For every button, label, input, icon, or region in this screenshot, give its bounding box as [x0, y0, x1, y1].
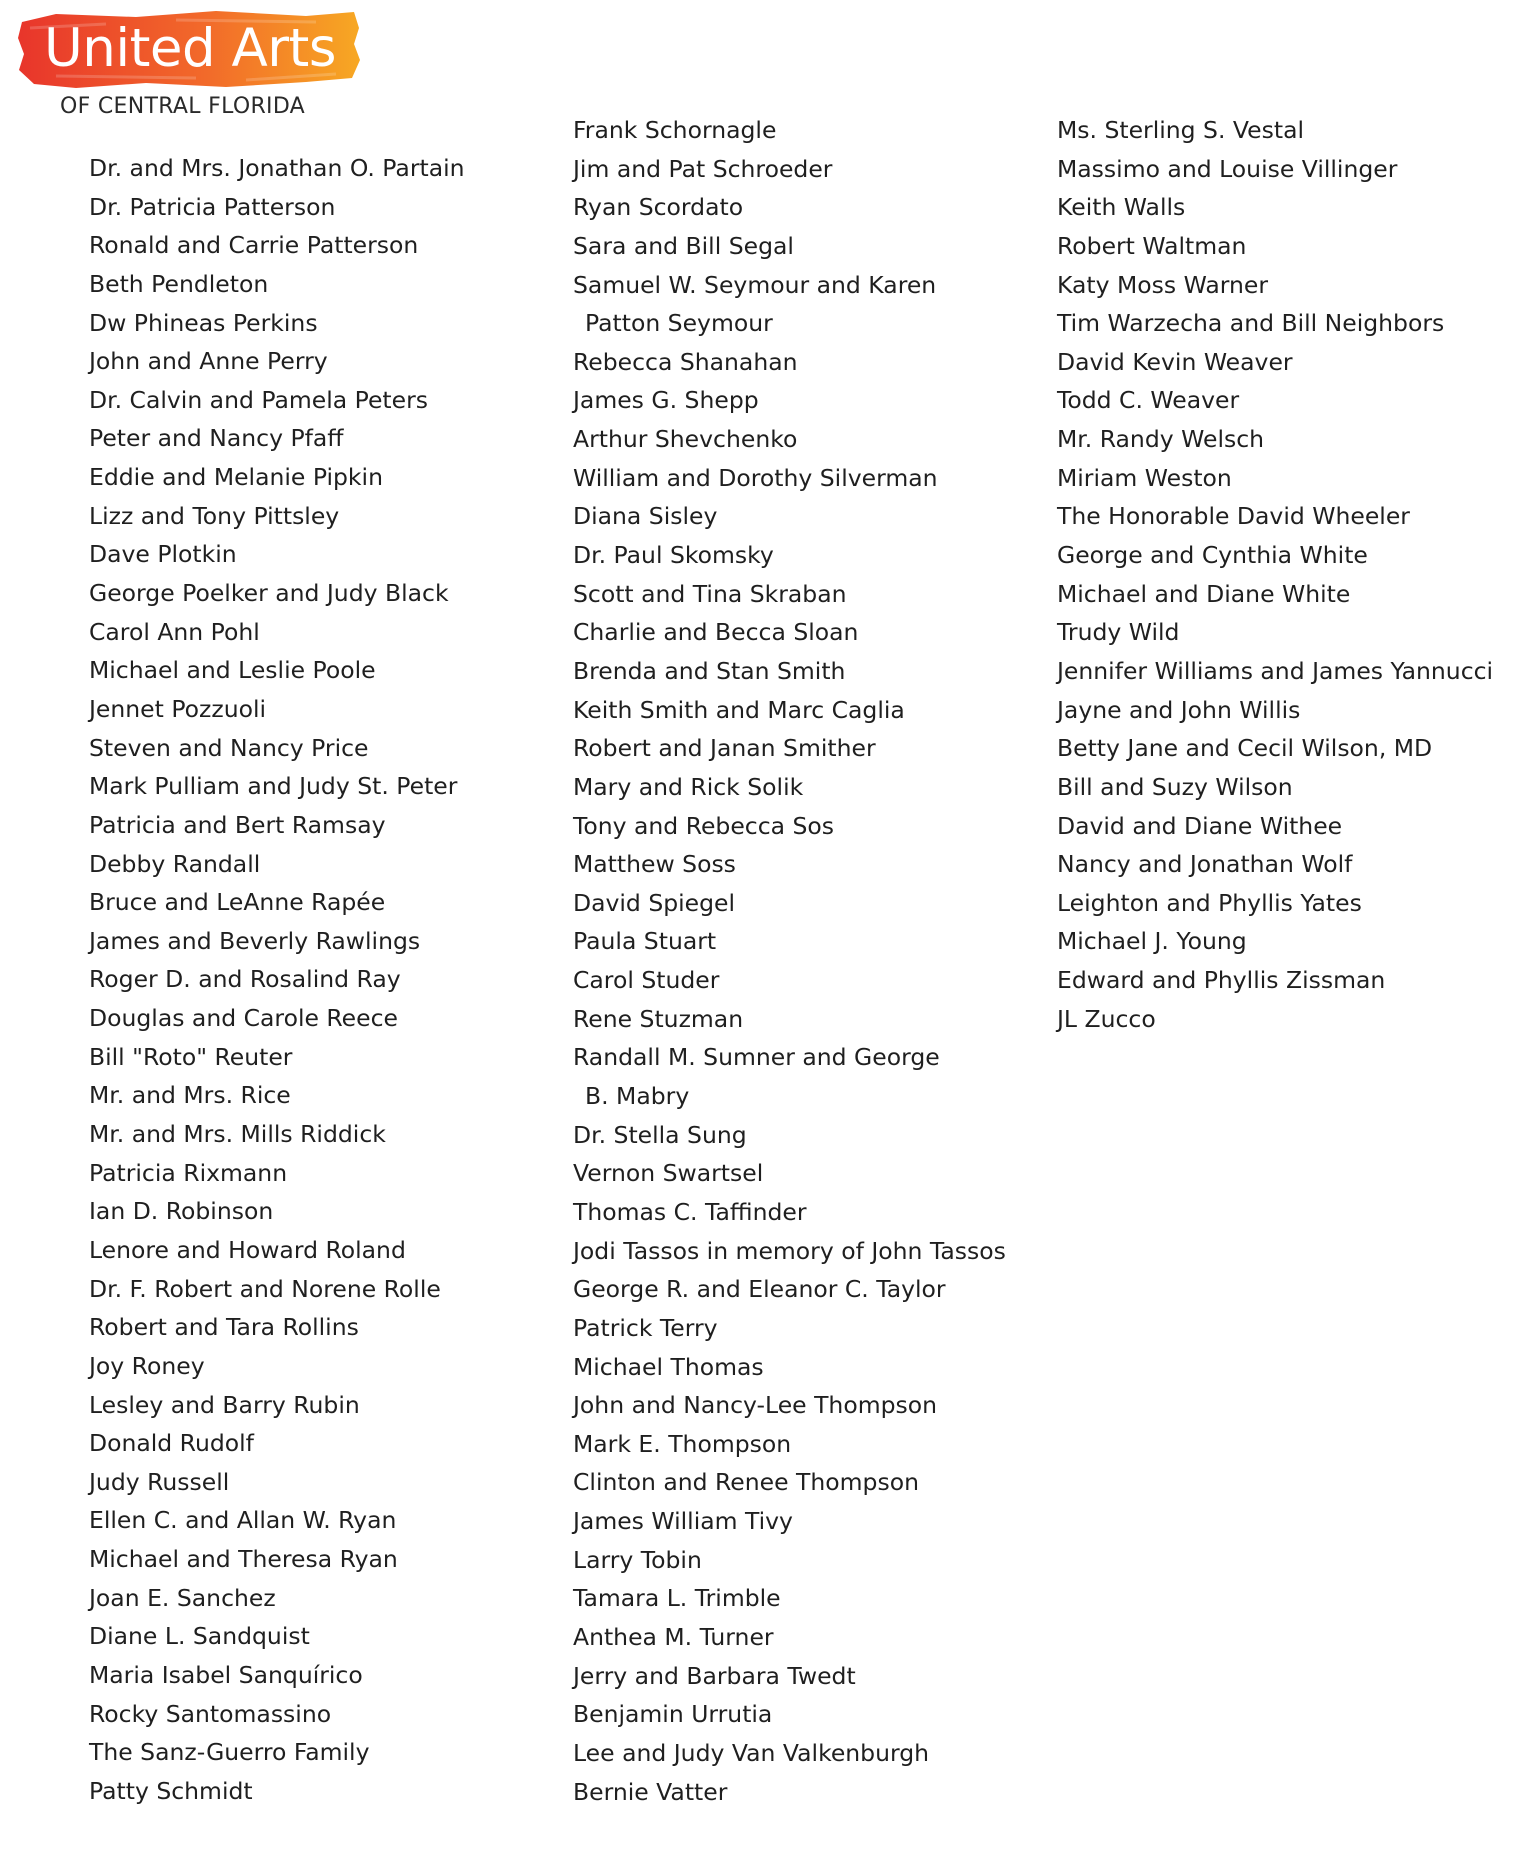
- donor-name: Edward and Phyllis Zissman: [1057, 966, 1386, 995]
- donor-name: Dr. Patricia Patterson: [89, 192, 336, 221]
- donor-name: Nancy and Jonathan Wolf: [1057, 850, 1353, 879]
- donor-name: Anthea M. Turner: [573, 1622, 774, 1651]
- donor-name: Patton Seymour: [585, 309, 773, 338]
- donor-name: Tamara L. Trimble: [573, 1584, 781, 1613]
- donor-name: Mark Pulliam and Judy St. Peter: [89, 772, 458, 801]
- donor-name: Roger D. and Rosalind Ray: [89, 965, 401, 994]
- donor-name: Robert and Tara Rollins: [89, 1313, 359, 1342]
- donor-name: David Spiegel: [573, 888, 736, 917]
- donor-list-column-2: [573, 111, 1006, 1811]
- donor-name: Michael Thomas: [573, 1352, 764, 1381]
- donor-name: Ryan Scordato: [573, 193, 744, 222]
- donor-name: John and Nancy-Lee Thompson: [573, 1391, 938, 1420]
- donor-name: Rene Stuzman: [573, 1004, 744, 1033]
- donor-name: Keith Smith and Marc Caglia: [573, 695, 905, 724]
- donor-name: The Honorable David Wheeler: [1057, 502, 1410, 531]
- donor-name: Mary and Rick Solik: [573, 772, 804, 801]
- donor-name: Steven and Nancy Price: [89, 733, 369, 762]
- donor-name: Charlie and Becca Sloan: [573, 618, 859, 647]
- donor-name: John and Anne Perry: [89, 347, 328, 376]
- donor-name: Sara and Bill Segal: [573, 231, 794, 260]
- donor-name: The Sanz-Guerro Family: [89, 1738, 370, 1767]
- donor-name: Mark E. Thompson: [573, 1429, 792, 1458]
- donor-name: Tony and Rebecca Sos: [573, 811, 835, 840]
- logo-title: United Arts: [44, 18, 336, 79]
- donor-name: Bill "Roto" Reuter: [89, 1042, 293, 1071]
- donor-name: Joy Roney: [89, 1351, 205, 1380]
- donor-name: Judy Russell: [89, 1467, 230, 1496]
- donor-name: George and Cynthia White: [1057, 541, 1368, 570]
- donor-name: Robert and Janan Smither: [573, 734, 876, 763]
- donor-name: Ronald and Carrie Patterson: [89, 231, 419, 260]
- donor-name: B. Mabry: [585, 1082, 690, 1111]
- donor-name: Maria Isabel Sanquírico: [89, 1660, 363, 1689]
- donor-name: Michael and Leslie Poole: [89, 656, 376, 685]
- donor-name: Betty Jane and Cecil Wilson, MD: [1057, 734, 1433, 763]
- donor-name: Benjamin Urrutia: [573, 1700, 773, 1729]
- donor-name: Dw Phineas Perkins: [89, 308, 318, 337]
- donor-name: Lizz and Tony Pittsley: [89, 501, 340, 530]
- donor-name: Dave Plotkin: [89, 540, 237, 569]
- donor-name: Beth Pendleton: [89, 269, 269, 298]
- donor-name: Trudy Wild: [1057, 618, 1180, 647]
- donor-name: George Poelker and Judy Black: [89, 579, 449, 608]
- donor-name: Rebecca Shanahan: [573, 347, 798, 376]
- donor-name: Clinton and Renee Thompson: [573, 1468, 919, 1497]
- donor-name: James G. Shepp: [573, 386, 759, 415]
- donor-name: Jennet Pozzuoli: [89, 694, 267, 723]
- donor-name: Joan E. Sanchez: [89, 1583, 276, 1612]
- donor-name: Randall M. Sumner and George: [573, 1043, 940, 1072]
- donor-name: Thomas C. Taffinder: [573, 1197, 807, 1226]
- donor-name: Dr. Paul Skomsky: [573, 541, 774, 570]
- donor-name: Leighton and Phyllis Yates: [1057, 888, 1362, 917]
- donor-name: Michael J. Young: [1057, 927, 1247, 956]
- donor-name: Diane L. Sandquist: [89, 1622, 310, 1651]
- donor-name: Eddie and Melanie Pipkin: [89, 463, 383, 492]
- donor-name: Debby Randall: [89, 849, 261, 878]
- donor-name: Bernie Vatter: [573, 1777, 728, 1806]
- donor-name: Patrick Terry: [573, 1313, 718, 1342]
- donor-name: Katy Moss Warner: [1057, 270, 1268, 299]
- donor-name: George R. and Eleanor C. Taylor: [573, 1275, 946, 1304]
- donor-name: Jerry and Barbara Twedt: [573, 1661, 856, 1690]
- donor-name: Michael and Theresa Ryan: [89, 1545, 398, 1574]
- donor-name: Patty Schmidt: [89, 1776, 253, 1805]
- donor-name: Dr. Stella Sung: [573, 1120, 747, 1149]
- donor-name: Bruce and LeAnne Rapée: [89, 888, 386, 917]
- donor-name: Peter and Nancy Pfaff: [89, 424, 344, 453]
- donor-name: Mr. and Mrs. Rice: [89, 1081, 291, 1110]
- donor-name: Ms. Sterling S. Vestal: [1057, 116, 1305, 144]
- donor-name: Mr. Randy Welsch: [1057, 425, 1265, 454]
- donor-name: Dr. F. Robert and Norene Rolle: [89, 1274, 441, 1303]
- donor-name: Scott and Tina Skraban: [573, 579, 847, 608]
- donor-list-column-3: [1057, 111, 1493, 1038]
- donor-name: Keith Walls: [1057, 193, 1186, 222]
- donor-name: Patricia Rixmann: [89, 1158, 288, 1187]
- donor-name: Lenore and Howard Roland: [89, 1235, 406, 1264]
- donor-name: David Kevin Weaver: [1057, 347, 1293, 376]
- donor-name: Mr. and Mrs. Mills Riddick: [89, 1120, 386, 1149]
- donor-name: Matthew Soss: [573, 850, 736, 879]
- donor-name: Ian D. Robinson: [89, 1197, 274, 1226]
- donor-name: Todd C. Weaver: [1057, 386, 1240, 415]
- donor-name: Diana Sisley: [573, 502, 718, 531]
- donor-name: Brenda and Stan Smith: [573, 656, 846, 685]
- donor-name: Frank Schornagle: [573, 116, 777, 144]
- logo-subtitle: OF CENTRAL FLORIDA: [60, 94, 306, 119]
- donor-name: Robert Waltman: [1057, 231, 1247, 260]
- donor-name: Miriam Weston: [1057, 463, 1232, 492]
- donor-name: JL Zucco: [1057, 1004, 1156, 1033]
- donor-name: Patricia and Bert Ramsay: [89, 810, 386, 839]
- donor-name: Carol Ann Pohl: [89, 617, 260, 646]
- donor-name: Rocky Santomassino: [89, 1699, 332, 1728]
- donor-list-column-1: [89, 149, 465, 1811]
- donor-name: James and Beverly Rawlings: [89, 926, 421, 955]
- donor-name: Michael and Diane White: [1057, 579, 1351, 608]
- donor-name: Jayne and John Willis: [1057, 695, 1301, 724]
- donor-name: Lesley and Barry Rubin: [89, 1390, 360, 1419]
- donor-name: Paula Stuart: [573, 927, 717, 956]
- donor-name: William and Dorothy Silverman: [573, 463, 938, 492]
- donor-name: Carol Studer: [573, 966, 720, 995]
- donor-name: Tim Warzecha and Bill Neighbors: [1057, 309, 1445, 338]
- donor-name: Donald Rudolf: [89, 1429, 254, 1458]
- donor-name: Massimo and Louise Villinger: [1057, 154, 1398, 183]
- donor-name: Samuel W. Seymour and Karen: [573, 270, 937, 299]
- donor-name: Lee and Judy Van Valkenburgh: [573, 1738, 930, 1767]
- donor-name: Jennifer Williams and James Yannucci: [1057, 656, 1494, 685]
- donor-name: Douglas and Carole Reece: [89, 1004, 398, 1033]
- donor-name: Larry Tobin: [573, 1545, 702, 1574]
- donor-name: Bill and Suzy Wilson: [1057, 772, 1293, 801]
- donor-name: Arthur Shevchenko: [573, 425, 798, 454]
- donor-name: Vernon Swartsel: [573, 1159, 764, 1188]
- united-arts-logo: [16, 8, 361, 120]
- donor-name: Dr. Calvin and Pamela Peters: [89, 385, 428, 414]
- donor-name: Ellen C. and Allan W. Ryan: [89, 1506, 397, 1535]
- donor-name: Jim and Pat Schroeder: [573, 154, 833, 183]
- donor-name: Dr. and Mrs. Jonathan O. Partain: [89, 154, 465, 182]
- donor-name: David and Diane Withee: [1057, 811, 1343, 840]
- donor-name: James William Tivy: [573, 1507, 793, 1536]
- donor-name: Jodi Tassos in memory of John Tassos: [573, 1236, 1006, 1265]
